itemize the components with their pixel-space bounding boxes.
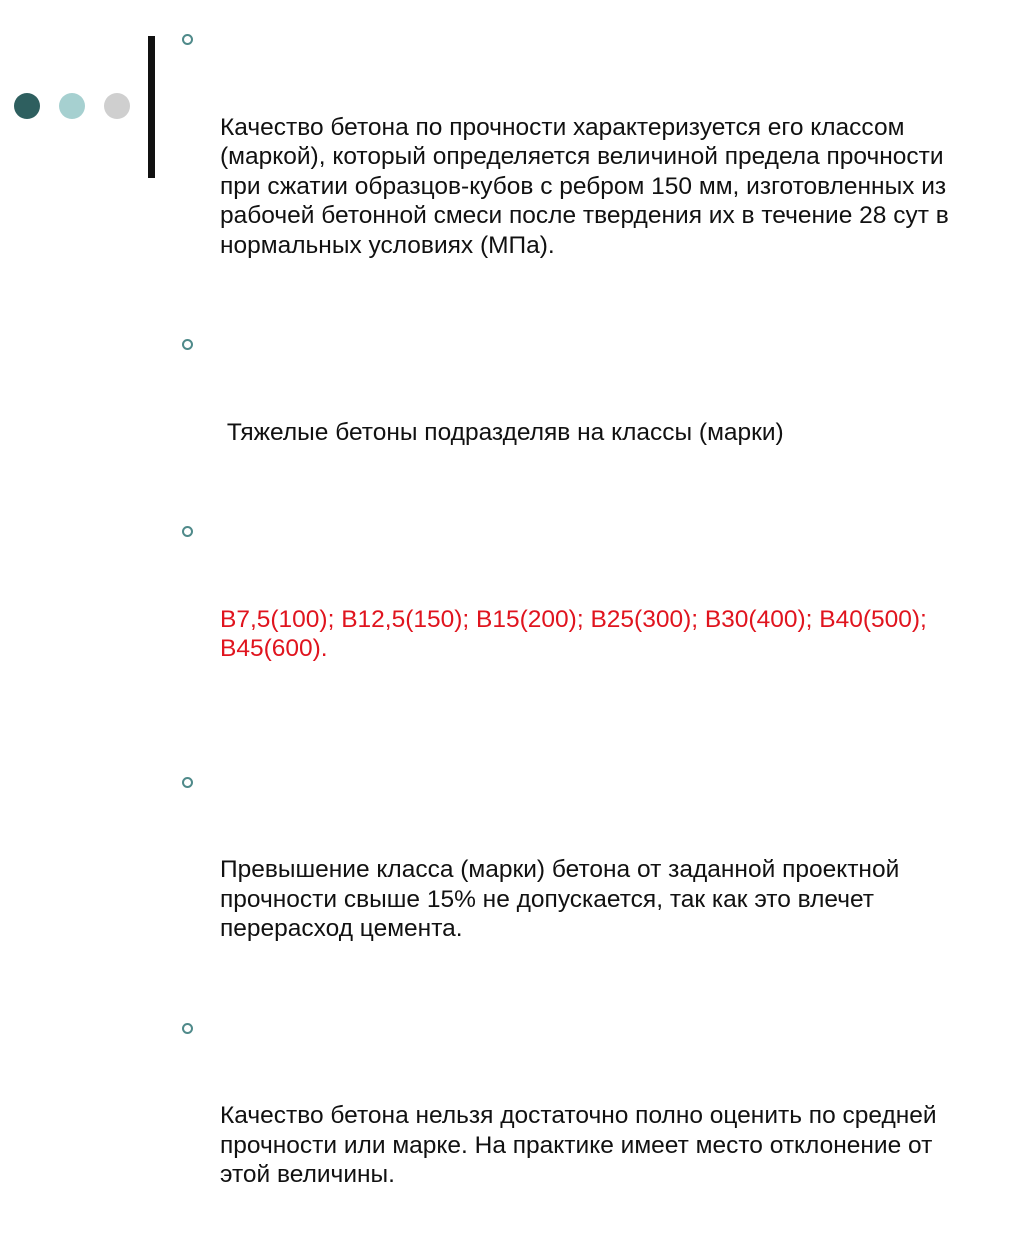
bullet-text-highlight: В7,5(100); В12,5(150); В15(200); В25(300); В30(400); В40(500); В45(600). [220,605,934,662]
bullet-item-excess-class [182,767,982,1003]
decor-dot-light [59,93,85,119]
bullet-text: Превышение класса (марки) бетона от заданной проектной прочности свыше 15% не допускается, так как это влечет перерасход цемента. [220,856,907,942]
bullet-text: Качество бетона по прочности характеризуется его классом (маркой), который определяется величиной предела прочности при сжатии образцов-кубов с ребром 150 мм, изготовленных из рабочей бетонной смеси после твердения их в течение 28 сут в нормальных условиях (МПа). [220,113,956,259]
bullet-item-quality-assessment [182,1013,982,1249]
bullet-ring-icon [182,339,193,350]
decor-dot-gray [104,93,130,119]
bullet-ring-icon [182,1023,193,1034]
bullet-ring-icon [182,777,193,788]
bullet-item-quality-class [182,24,982,319]
bullet-ring-icon [182,34,193,45]
bullet-text: Тяжелые бетоны подразделяв на классы (марки) [220,418,784,446]
bullet-text: Качество бетона нельзя достаточно полно оценить по средней прочности или марке. На практике имеет место отклонение от этой величины. [220,1102,944,1188]
decor-vertical-bar [148,36,155,178]
bullet-item-class-list [182,516,982,723]
bullet-ring-icon [182,526,193,537]
bullet-item-heavy-concrete [182,329,982,506]
bullet-list [182,24,982,1259]
decor-dot-dark [14,93,40,119]
